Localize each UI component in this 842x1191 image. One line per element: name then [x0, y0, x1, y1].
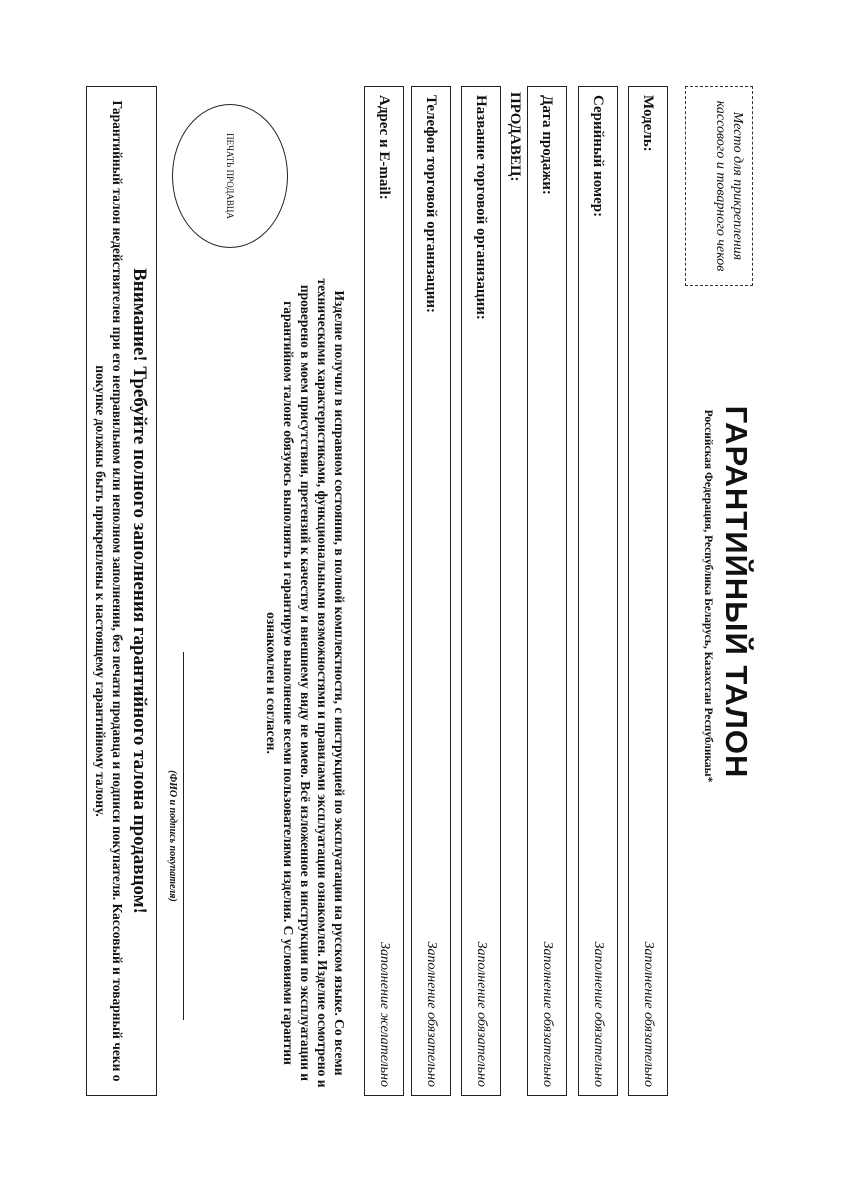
field-label: Название торговой организации:: [473, 95, 490, 320]
field-requirement: Заполнение желательно: [377, 942, 392, 1087]
field-model[interactable]: [628, 86, 668, 1096]
seller-heading: ПРОДАВЕЦ:: [507, 92, 523, 182]
page-title: ГАРАНТИЙНЫЙ ТАЛОН: [719, 405, 754, 779]
receipt-attachment-text: Место для прикрепления кассового и товарного чеков: [713, 100, 745, 272]
notice-heading: Внимание! Требуйте полного заполнения гарантийного талона продавцом!: [129, 268, 150, 914]
field-store-phone[interactable]: [411, 86, 451, 1096]
field-store-name[interactable]: [461, 86, 501, 1096]
warning-notice: [86, 86, 157, 1096]
notice-body: Гарантийный талон недействителен при его неправильном или неполном заполнении, без печати продавца и подписи покупателя. Кассовый и товарный чеки о покупке должны быть прикреплены к настоящему гарантийному талону.: [93, 100, 125, 1082]
field-serial-number[interactable]: [578, 86, 618, 1096]
page-subtitle: Российская Федерация, Республика Беларусь, Казахстан Республикаы*: [702, 409, 714, 783]
field-address-email[interactable]: [364, 86, 404, 1096]
field-label: Серийный номер:: [590, 95, 607, 218]
field-label: Телефон торговой организации:: [423, 95, 440, 313]
field-requirement: Заполнение обязательно: [424, 941, 439, 1087]
field-label: Дата продажи:: [539, 95, 556, 195]
receipt-attachment-area: [685, 86, 753, 286]
field-requirement: Заполнение обязательно: [641, 941, 656, 1087]
buyer-declaration: Изделие получил в исправном состоянии, в полной комплектности, с инструкцией по эксплуатации на русском языке. Со всеми техническими характеристиками, функциональными возможностями и правилами эксплуатации ознакомлен. Изделие осмотрено и проверено в моем присутствии, претензий к качеству и внешнему виду не имею. Всё изложенное в инструкции по эксплуатации и гарантийном талоне обязуюсь выполнять и гарантирую выполнение всеми пользователями изделия. С условиями гарантии ознакомлен и согласен.: [264, 278, 347, 1088]
field-requirement: Заполнение обязательно: [474, 941, 489, 1087]
field-label: Адрес и E-mail:: [376, 95, 393, 200]
field-requirement: Заполнение обязательно: [540, 941, 555, 1087]
signature-line[interactable]: [183, 652, 184, 1020]
seller-stamp-area: [172, 104, 288, 248]
field-sale-date[interactable]: [527, 86, 567, 1096]
signature-caption: (ФИО и подпись покупателя): [167, 770, 178, 902]
field-label: Модель:: [640, 95, 657, 152]
stamp-label: ПЕЧАТЬ ПРОДАВЦА: [225, 133, 236, 219]
field-requirement: Заполнение обязательно: [591, 941, 606, 1087]
